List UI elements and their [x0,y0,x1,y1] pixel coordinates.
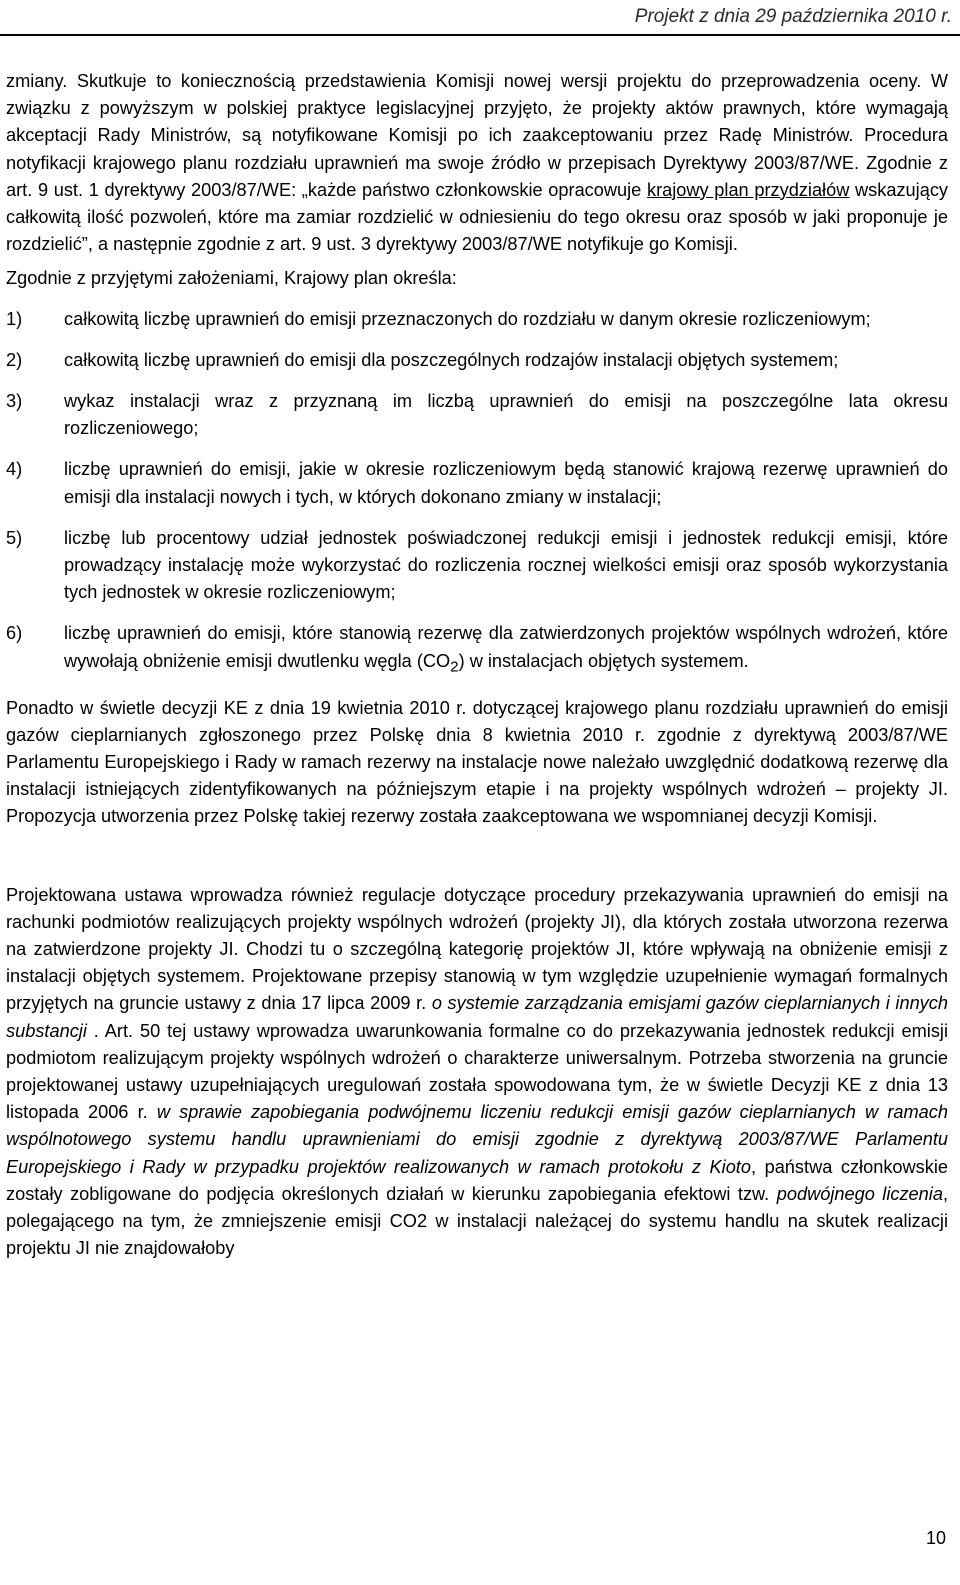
paragraph-projektowana [6,882,948,1263]
list-item-text: całkowitą liczbę uprawnień do emisji dla poszczególnych rodzajów instalacji objętych systemem; [64,349,839,370]
plan-items-list [6,306,948,681]
list-item [6,620,948,680]
list-item-text [64,620,948,680]
projekt-text-3: , państwa członkowskie zostały zobligowane do podjęcia określonych działań w kierunku zapobiegania efektowi tzw. [6,1156,949,1204]
list-item-number: 4) [6,459,23,480]
projekt-text-2: . Art. 50 tej ustawy wprowadza uwarunkowania formalne co do przekazywania jednostek redukcji emisji podmiotom realizującym projekty wspólnych wdrożeń o charakterze uniwersalnym. Potrzeba stworzenia na gruncie projektowanej ustawy uzupełniających uregulowań została spowodowana tym, że w świetle Decyzji KE z dnia 13 listopada 2006 r. [6,1020,948,1123]
header-rule [0,34,960,36]
document-header: Projekt z dnia 29 października 2010 r. [634,6,952,27]
projekt-italic-title-2: w sprawie zapobiegania podwójnemu liczeniu redukcji emisji gazów cieplarnianych w ramach wspólnotowego systemu handlu uprawnieniami do emisji zgodnie z dyrektywą 2003/87/WE Parlamentu Europejskiego i Rady w przypadku projektów realizowanych w ramach protokołu z Kioto [6,1102,948,1177]
list-item [6,525,948,607]
list-item-text: liczbę lub procentowy udział jednostek poświadczonej redukcji emisji i jednostek redukcji emisji, które prowadzący instalację może wykorzystać do rozliczenia rocznej wielkości emisji oraz sposób wykorzystania tych jednostek w okresie rozliczeniowym; [64,527,948,603]
list-item-number: 5) [6,527,23,548]
intro-text-2: wskazujący całkowitą ilość pozwoleń, które ma zamiar rozdzielić w odniesieniu do tego okresu oraz sposób w jaki proponuje je rozdzielić”, a następnie zgodnie z art. 9 ust. 3 dyrektywy 2003/87/WE notyfikuje go Komisji. [6,179,949,255]
list-item-text-part: ) w instalacjach objętych systemem. [458,650,749,671]
list-item-text: liczbę uprawnień do emisji, jakie w okresie rozliczeniowym będą stanowić krajową rezerwę uprawnień do emisji dla instalacji nowych i tych, w których dokonano zmiany w instalacji; [64,459,948,507]
paragraph-intro [6,68,948,258]
document-body [6,68,948,1262]
projekt-italic-title-1: o systemie zarządzania emisjami gazów cieplarnianych i innych substancji [6,993,948,1041]
paragraph-ponadto: Ponadto w świetle decyzji KE z dnia 19 kwietnia 2010 r. dotyczącej krajowego planu rozdziału uprawnień do emisji gazów cieplarnianych zgłoszonego przez Polskę dnia 8 kwietnia 2010 r. zgodnie z dyrektywą 2003/87/WE Parlamentu Europejskiego i Rady w ramach rezerwy na instalacje nowe należało uwzględnić dodatkową rezerwę dla instalacji istniejących zidentyfikowanych na późniejszym etapie i na projekty wspólnych wdrożeń – projekty JI. Propozycja utworzenia przez Polskę takiej rezerwy została zaakceptowana we wspomnianej decyzji Komisji. [6,697,948,827]
list-item-text: całkowitą liczbę uprawnień do emisji przeznaczonych do rozdziału w danym okresie rozliczeniowym; [64,308,871,329]
intro-underlined-term: krajowy plan przydziałów [646,179,850,200]
paragraph-lead: Zgodnie z przyjętymi założeniami, Krajowy plan określa: [6,268,457,289]
intro-text-1: zmiany. Skutkuje to koniecznością przedstawienia Komisji nowej wersji projektu do przeprowadzenia oceny. W związku z powyższym w polskiej praktyce legislacyjnej przyjęto, że projekty aktów prawnych, które wymagają akceptacji Rady Ministrów, są notyfikowane Komisji po ich zaakceptowaniu przez Radę Ministrów. Procedura notyfikacji krajowego planu rozdziału uprawnień ma swoje źródło w przepisach Dyrektywy 2003/87/WE. Zgodnie z art. 9 ust. 1 dyrektywy 2003/87/WE: „każde państwo członkowskie opracowuje [6,71,948,200]
list-item [6,388,948,442]
list-item [6,306,948,333]
list-item [6,456,948,510]
list-item-number: 3) [6,391,23,412]
list-item-text: wykaz instalacji wraz z przyznaną im liczbą uprawnień do emisji na poszczególne lata okresu rozliczeniowego; [64,391,948,439]
list-item-number: 6) [6,623,23,644]
co2-subscript: 2 [450,658,459,676]
page-number: 10 [925,1528,946,1548]
list-item-text-part: liczbę uprawnień do emisji, które stanowią rezerwę dla zatwierdzonych projektów wspólnych wdrożeń, które wywołają obniżenie emisji dwutlenku węgla (CO [64,623,948,671]
projekt-italic-term: podwójnego liczenia [776,1183,943,1204]
projekt-text-4: , polegającego na tym, że zmniejszenie emisji CO2 w instalacji należącej do systemu handlu na skutek realizacji projektu JI nie znajdowałoby [6,1183,949,1259]
list-item-number: 2) [6,349,23,370]
list-item-number: 1) [6,308,23,329]
projekt-text-1: Projektowana ustawa wprowadza również regulacje dotyczące procedury przekazywania uprawnień do emisji na rachunki podmiotów realizujących projekty wspólnych wdrożeń (projekty JI), dla których została utworzona rezerwa na zatwierdzone projekty JI. Chodzi tu o szczególną kategorię projektów JI, które wpływają na obniżenie emisji z instalacji objętych systemem. Projektowane przepisy stanowią w tym względzie uzupełnienie wymagań formalnych przyjętych na gruncie ustawy z dnia 17 lipca 2009 r. [6,884,948,1014]
list-item [6,347,948,374]
